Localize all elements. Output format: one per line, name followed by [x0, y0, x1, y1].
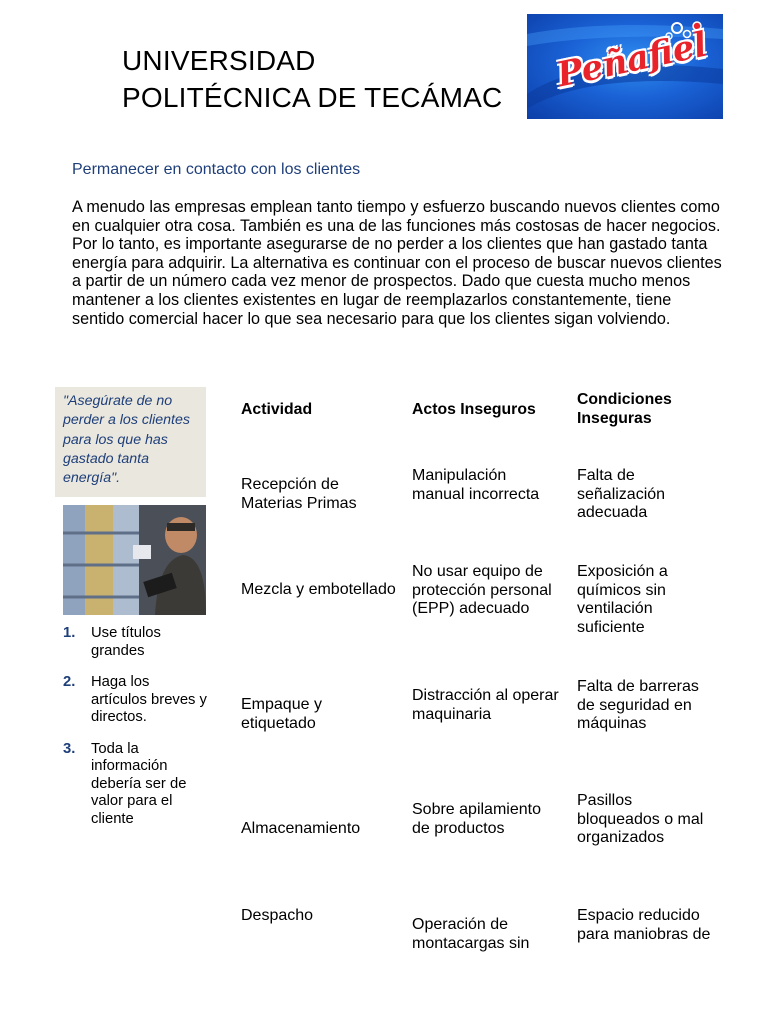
column-header-unsafe-conditions: Condiciones Inseguras — [577, 391, 672, 427]
table-cell: Distracción al operar maquinaria — [412, 687, 559, 723]
article-body: A menudo las empresas emplean tanto tiempo y esfuerzo buscando nuevos clientes como en cualquier otra cosa. También es una de las funciones más costosas de hacer negocios. Por lo tanto, es importante asegurarse de no perder a los clientes que han gastado tanta energía para adquirir. La alternativa es continuar con el proceso de buscar nuevos clientes a partir de un número cada vez menor de prospectos. Dado que cuesta mucho menos mantener a los clientes existentes en lugar de reemplazarlos constantemente, tiene sentido comercial hacer lo que sea necesario para que los clientes sigan volviendo. — [72, 198, 722, 328]
table-cell: Operación de montacargas sin — [412, 916, 530, 952]
table-cell: Falta de señalización adecuada — [577, 467, 666, 521]
university-title-line1: UNIVERSIDAD — [122, 45, 316, 76]
article-heading: Permanecer en contacto con los clientes — [72, 161, 361, 178]
pull-quote-text: "Asegúrate de no perder a los clientes para los que has gastado tanta energía". — [63, 393, 190, 487]
tip-text: Use títulos grandes — [91, 625, 161, 659]
table-cell: No usar equipo de protección personal (EPP) adecuado — [412, 563, 552, 617]
tip-number: 1. — [63, 625, 76, 641]
pull-quote — [55, 387, 206, 497]
warehouse-worker-photo — [63, 505, 206, 615]
table-cell: Despacho — [241, 907, 314, 924]
penafiel-logo — [527, 14, 723, 119]
table-cell: Espacio reducido para maniobras de — [577, 907, 711, 943]
university-title-line2: POLITÉCNICA DE TECÁMAC — [122, 82, 503, 113]
tip-number: 3. — [63, 740, 76, 757]
tip-text: Haga los artículos breves y directos. — [91, 674, 207, 725]
tip-number: 2. — [63, 674, 76, 690]
table-cell: Mezcla y embotellado — [241, 581, 396, 598]
photo-illustration — [63, 505, 206, 615]
tips-list — [63, 625, 208, 842]
table-cell: Falta de barreras de seguridad en máquinas — [577, 678, 699, 732]
logo-wordmark: Peñafiel — [553, 24, 711, 96]
column-header-activity: Actividad — [241, 401, 313, 418]
table-cell: Pasillos bloqueados o mal organizados — [577, 792, 704, 846]
table-cell: Empaque y etiquetado — [241, 696, 322, 732]
column-header-unsafe-acts: Actos Inseguros — [412, 401, 536, 418]
list-item — [63, 625, 208, 660]
tip-text: Toda la información debería ser de valor para el cliente — [91, 740, 187, 827]
table-cell: Exposición a químicos sin ventilación suficiente — [577, 563, 668, 636]
list-item — [63, 674, 208, 727]
table-cell: Manipulación manual incorrecta — [412, 467, 540, 503]
table-cell: Sobre apilamiento de productos — [412, 801, 541, 837]
university-title — [122, 42, 502, 116]
table-cell: Recepción de Materias Primas — [241, 476, 357, 512]
list-item — [63, 741, 208, 829]
table-cell: Almacenamiento — [241, 820, 361, 837]
